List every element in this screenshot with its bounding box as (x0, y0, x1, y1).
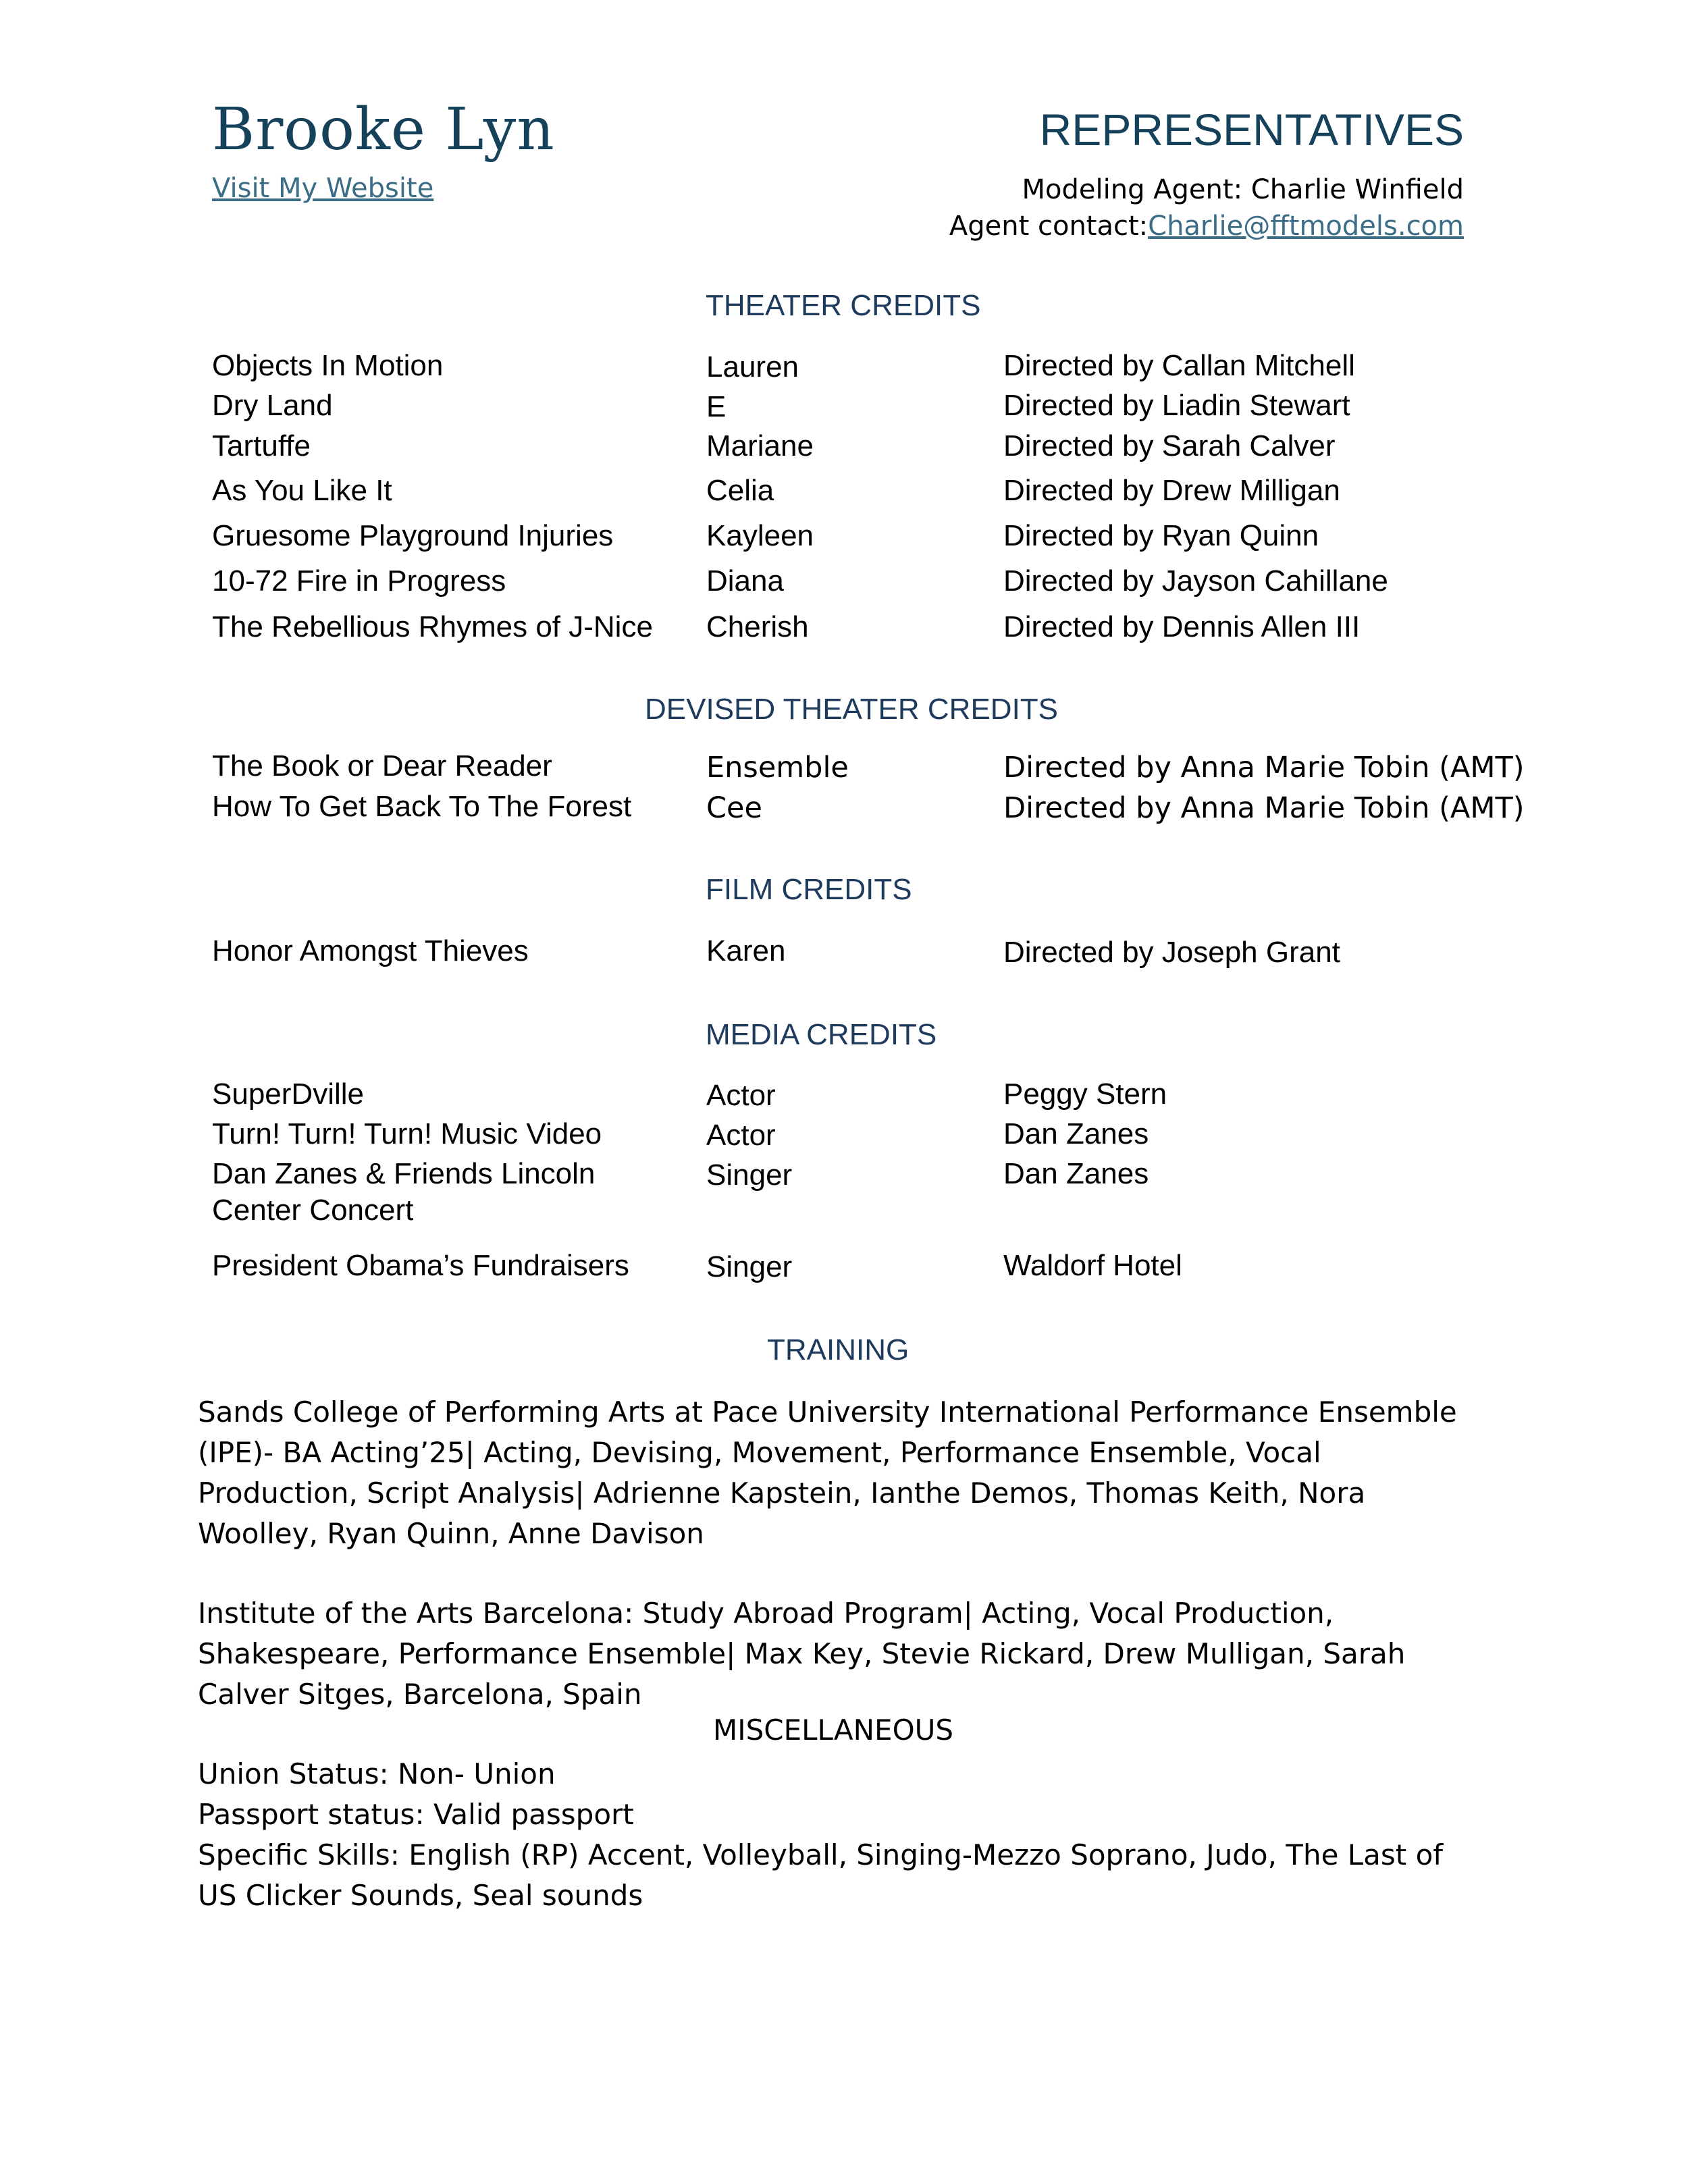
website-link[interactable]: Visit My Website (212, 173, 434, 204)
theater-role-4: Celia (706, 474, 774, 507)
devised-director-2: Directed by Anna Marie Tobin (AMT) (1003, 791, 1525, 825)
theater-director-1: Directed by Callan Mitchell (1003, 349, 1355, 382)
agent-email-link[interactable]: Charlie@fftmodels.com (1148, 211, 1464, 242)
theater-title-6: 10-72 Fire in Progress (212, 564, 506, 597)
misc-union-status: Union Status: Non- Union (198, 1757, 556, 1790)
theater-title-4: As You Like It (212, 474, 392, 507)
theater-role-2: E (706, 390, 727, 423)
actor-name: Brooke Lyn (212, 96, 555, 163)
theater-title-3: Tartuffe (212, 429, 311, 462)
film-title-1: Honor Amongst Thieves (212, 934, 529, 967)
devised-director-1: Directed by Anna Marie Tobin (AMT) (1003, 751, 1525, 784)
theater-role-1: Lauren (706, 350, 799, 383)
media-title-3: Dan Zanes & Friends Lincoln (212, 1157, 596, 1190)
theater-role-5: Kayleen (706, 519, 814, 552)
media-credits-heading: MEDIA CREDITS (706, 1018, 937, 1051)
media-role-3: Singer (706, 1158, 793, 1192)
media-role-1: Actor (706, 1079, 776, 1112)
misc-passport-status: Passport status: Valid passport (198, 1798, 634, 1831)
agent-contact-label: Agent contact: (949, 211, 1149, 242)
devised-role-1: Ensemble (706, 751, 849, 784)
theater-role-3: Mariane (706, 429, 814, 462)
theater-director-3: Directed by Sarah Calver (1003, 429, 1336, 462)
misc-heading: MISCELLANEOUS (713, 1713, 954, 1747)
training-barcelona: Institute of the Arts Barcelona: Study Abroad Program| Acting, Vocal Production, Shakespeare, Performance Ensemble| Max Key, Stevie Rickard, Drew Mulligan, Sarah Calver Sitges, Barcelona, Spain (198, 1597, 1406, 1711)
devised-title-1: The Book or Dear Reader (212, 749, 552, 782)
devised-title-2: How To Get Back To The Forest (212, 790, 632, 823)
theater-director-7: Directed by Dennis Allen III (1003, 610, 1361, 643)
film-credits-heading: FILM CREDITS (706, 873, 912, 906)
media-director-1: Peggy Stern (1003, 1077, 1167, 1111)
theater-credits-heading: THEATER CREDITS (706, 289, 981, 322)
film-director-1: Directed by Joseph Grant (1003, 936, 1340, 969)
modeling-agent-text: Modeling Agent: Charlie Winfield (1022, 174, 1464, 205)
media-title-2: Turn! Turn! Turn! Music Video (212, 1117, 602, 1150)
theater-title-1: Objects In Motion (212, 349, 444, 382)
theater-title-7: The Rebellious Rhymes of J-Nice (212, 610, 653, 643)
misc-specific-skills: Specific Skills: English (RP) Accent, Volleyball, Singing-Mezzo Soprano, Judo, The Last of US Clicker Sounds, Seal sounds (198, 1838, 1444, 1912)
devised-role-2: Cee (706, 791, 762, 825)
media-director-4: Waldorf Hotel (1003, 1249, 1182, 1282)
media-role-2: Actor (706, 1119, 776, 1152)
media-director-2: Dan Zanes (1003, 1117, 1149, 1150)
theater-director-6: Directed by Jayson Cahillane (1003, 564, 1388, 597)
media-title-1: SuperDville (212, 1077, 364, 1111)
training-heading: TRAINING (767, 1333, 909, 1366)
agent-contact-line (949, 211, 1464, 242)
devised-credits-heading: DEVISED THEATER CREDITS (645, 693, 1059, 726)
media-title-4: President Obama’s Fundraisers (212, 1249, 629, 1282)
representatives-heading: REPRESENTATIVES (1039, 105, 1464, 155)
theater-director-2: Directed by Liadin Stewart (1003, 389, 1350, 422)
media-role-4: Singer (706, 1250, 793, 1283)
theater-title-2: Dry Land (212, 389, 333, 422)
media-director-3: Dan Zanes (1003, 1157, 1149, 1190)
training-pace: Sands College of Performing Arts at Pace University International Performance Ensemble (IPE)- BA Acting’25| Acting, Devising, Movement, Performance Ensemble, Vocal Production, Script Analysis| Adrienne Kapstein, Ianthe Demos, Thomas Keith, Nora Woolley, Ryan Quinn, Anne Davison (198, 1395, 1457, 1550)
film-role-1: Karen (706, 934, 786, 967)
media-title-3-line2: Center Concert (212, 1194, 414, 1227)
theater-role-6: Diana (706, 564, 784, 597)
theater-title-5: Gruesome Playground Injuries (212, 519, 614, 552)
theater-director-4: Directed by Drew Milligan (1003, 474, 1340, 507)
theater-director-5: Directed by Ryan Quinn (1003, 519, 1319, 552)
theater-role-7: Cherish (706, 610, 809, 643)
